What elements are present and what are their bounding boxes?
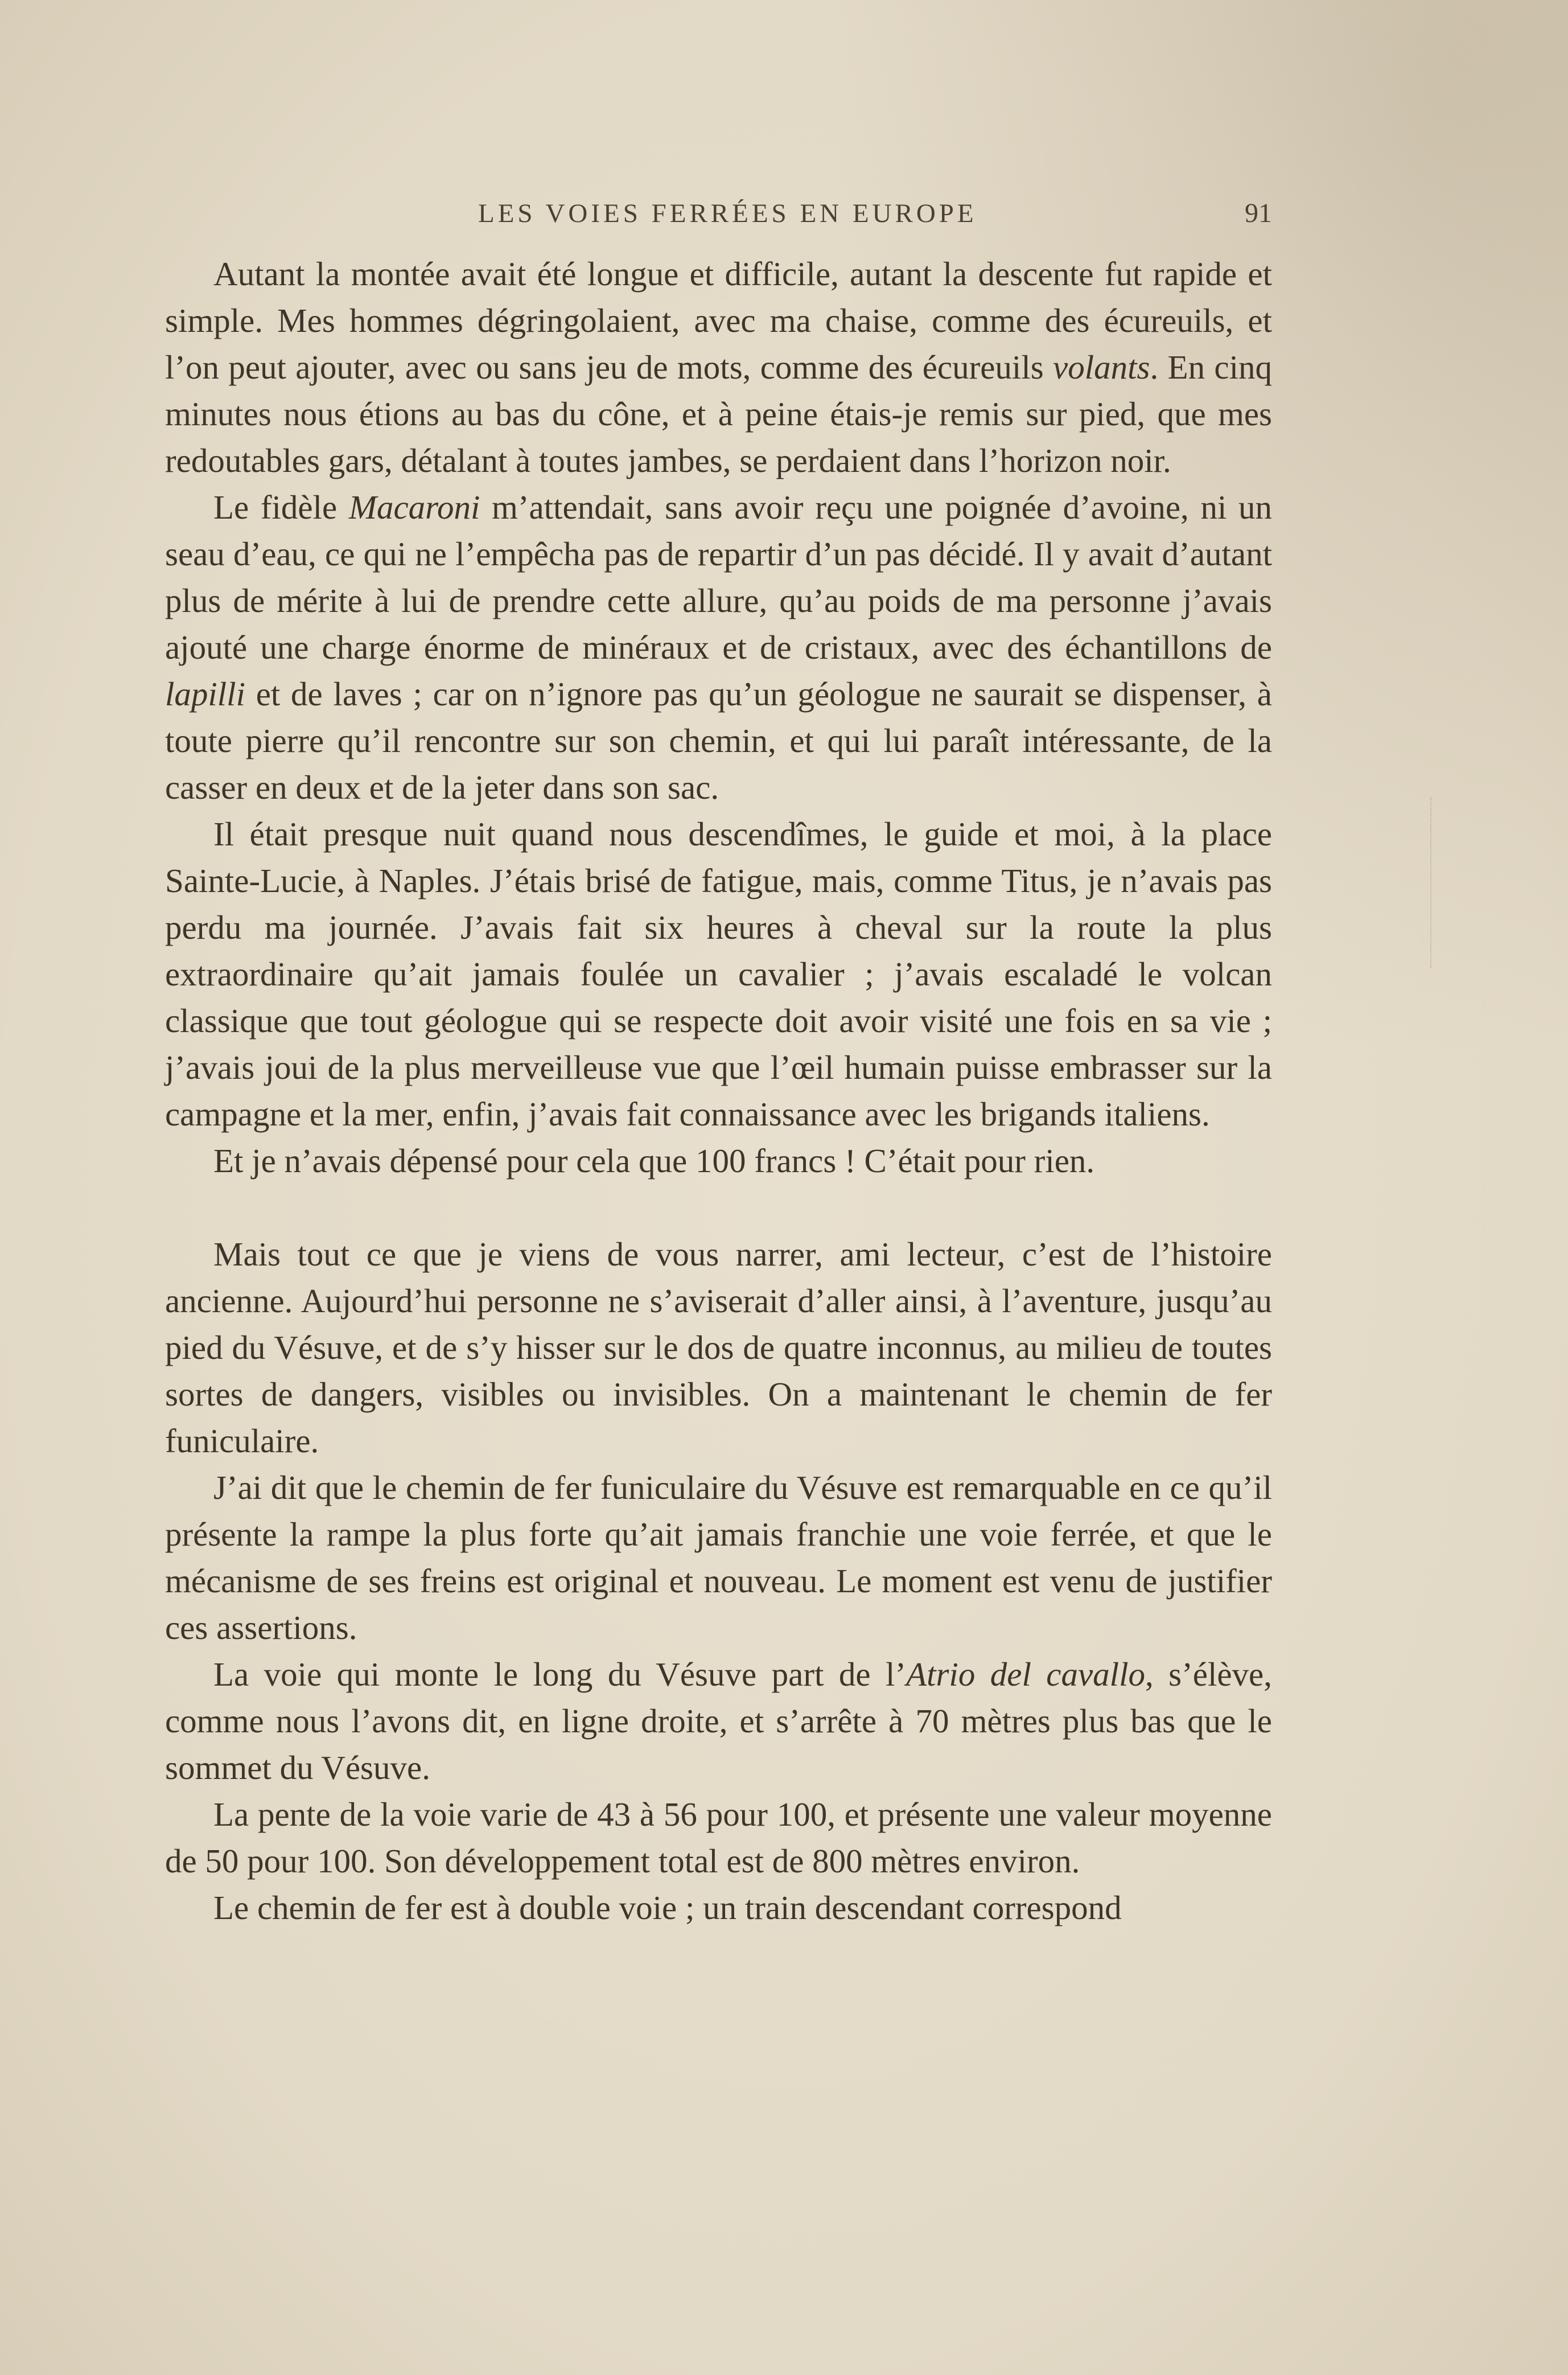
text-run: , s’élève, comme nous l’avons dit, en ligne droite, et s’arrête à 70 mètres plus bas que le sommet du Vésuve. [165,1655,1272,1786]
italic-name-macaroni: Macaroni [348,488,480,526]
italic-place-atrio: Atrio del cavallo [906,1655,1145,1693]
text-run: J’ai dit que le chemin de fer funiculaire du Vésuve est remarquable en ce qu’il présente la rampe la plus forte qu’ait jamais franchie une voie ferrée, et que le mécanisme de ses freins est original et nouveau. Le moment est venu de justifier ces assertions. [165,1469,1272,1646]
text-run: m’attendait, sans avoir reçu une poignée d’avoine, ni un seau d’eau, ce qui ne l’empêcha pas de repartir d’un pas décidé. Il y avait d’autant plus de mérite à lui de prendre cette allure, qu’au poids de ma personne j’avais ajouté une charge énorme de minéraux et de cristaux, avec des échantillons de [165,488,1272,666]
running-head [165,196,1272,236]
text-run: Il était presque nuit quand nous descendîmes, le guide et moi, à la place Sainte-Lucie, à Naples. J’étais brisé de fatigue, mais, comme Titus, je n’avais pas perdu ma journée. J’avais fait six heures à cheval sur la route la plus extraordinaire qu’ait jamais foulée un cavalier ; j’avais escaladé le volcan classique que tout géologue qui se respecte doit avoir visité une fois en sa vie ; j’avais joui de la plus merveilleuse vue que l’œil humain puisse embrasser sur la campagne et la mer, enfin, j’avais fait connaissance avec les brigands italiens. [165,815,1272,1133]
text-run: . En cinq minutes nous étions au bas du cône, et à peine étais-je remis sur pied, que mes redoutables gars, détalant à toutes jambes, se perdaient dans l’horizon noir. [165,348,1272,479]
text-run: Le chemin de fer est à double voie ; un train descendant correspond [213,1889,1122,1926]
paragraph-naples [165,811,1272,1137]
paragraph-ancient-history [165,1231,1272,1464]
text-run: La voie qui monte le long du Vésuve part de l’ [213,1655,907,1693]
paragraph-double-track [165,1884,1272,1931]
text-run: Mais tout ce que je viens de vous narrer, ami lecteur, c’est de l’histoire ancienne. Aujourd’hui personne ne s’aviserait d’aller ainsi, à l’aventure, jusqu’au pied du Vésuve, et de s’y hisser sur le dos de quatre inconnus, au milieu de toutes sortes de dangers, visibles ou invisibles. On a maintenant le chemin de fer funiculaire. [165,1235,1272,1460]
paragraph-funicular [165,1464,1272,1651]
body-text [165,250,1272,1931]
text-run: La pente de la voie varie de 43 à 56 pour 100, et présente une valeur moyenne de 50 pour 100. Son développement total est de 800 mètres environ. [165,1795,1272,1880]
page-number: 91 [1245,198,1272,228]
paragraph-gradient [165,1791,1272,1884]
running-title: LES VOIES FERRÉES EN EUROPE [478,199,977,228]
text-run: Et je n’avais dépensé pour cela que 100 francs ! C’était pour rien. [213,1142,1095,1180]
paragraph-descent [165,250,1272,484]
page-margin-specks [1430,797,1437,968]
text-run: Autant la montée avait été longue et difficile, autant la descente fut rapide et simple. Mes hommes dégringolaient, avec ma chaise, comme des écureuils, et l’on peut ajouter, avec ou sans jeu de mots, comme des écureuils [165,255,1272,386]
italic-term-volants: volants [1053,348,1150,386]
text-run: Le fidèle [213,488,349,526]
text-run: et de laves ; car on n’ignore pas qu’un géologue ne saurait se dispenser, à toute pierre qu’il rencontre sur son chemin, et qui lui paraît intéressante, de la casser en deux et de la jeter dans son sac. [165,675,1272,806]
paragraph-track-route [165,1651,1272,1791]
paragraph-cost [165,1137,1272,1184]
italic-term-lapilli: lapilli [165,675,245,713]
paragraph-macaroni [165,484,1272,811]
